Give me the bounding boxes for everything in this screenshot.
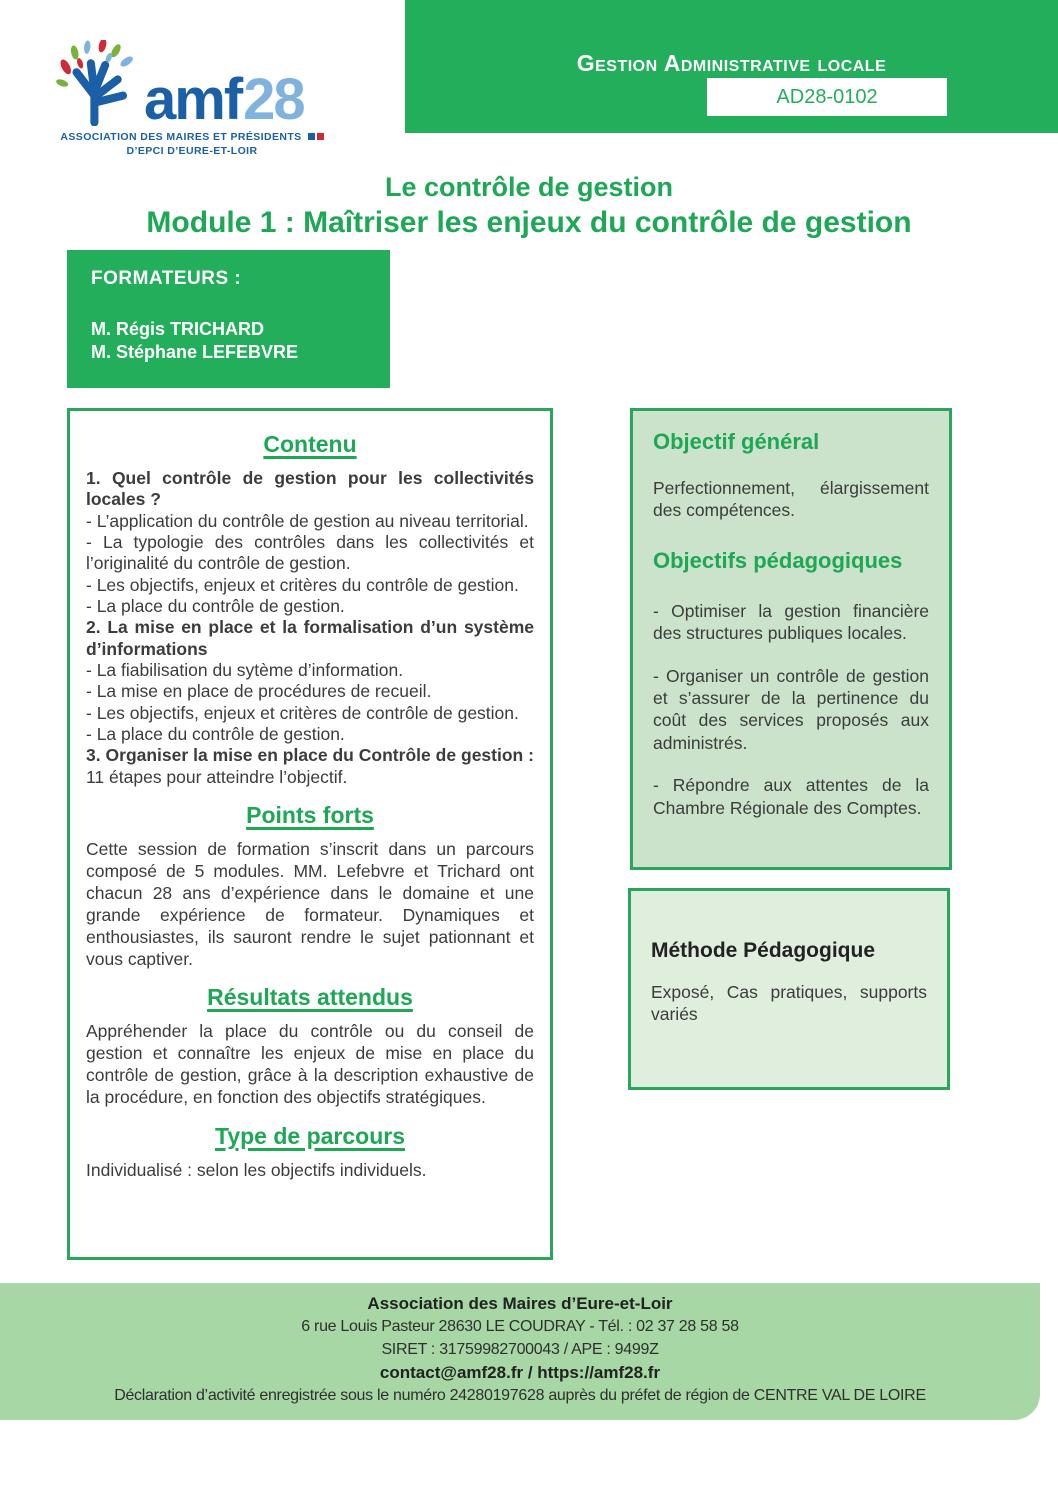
- hand-tree-icon: [52, 40, 144, 126]
- methode-body: Exposé, Cas pratiques, supports variés: [651, 982, 927, 1025]
- type-parcours-heading: Type de parcours: [214, 1122, 406, 1149]
- contenu-heading: Contenu: [263, 431, 357, 457]
- formateurs-box: [67, 250, 390, 388]
- logo-caption: [52, 130, 332, 158]
- contenu-line: - La place du contrôle de gestion.: [86, 596, 345, 617]
- footer-siret: SIRET : 31759982700043 / APE : 9499Z: [381, 1341, 659, 1358]
- logo-amf: amf: [144, 66, 242, 132]
- contenu-line: - L’application du contrôle de gestion au niveau territorial.: [86, 510, 529, 531]
- contenu-box: [67, 408, 553, 1260]
- objectif-general-body: Perfectionnement, élargissement des compétences.: [653, 478, 929, 521]
- contenu-line: 3. Organiser la mise en place du Contrôle de gestion : 11 étapes pour atteindre l’objectif.: [86, 745, 534, 787]
- objectifs-box: [630, 408, 952, 870]
- contenu-line: 1. Quel contrôle de gestion pour les collectivités locales ?: [86, 468, 534, 510]
- logo-caption-line1: ASSOCIATION DES MAIRES ET PRÉSIDENTS: [60, 131, 302, 143]
- type-parcours-body: Individualisé : selon les objectifs individuels.: [86, 1159, 427, 1180]
- resultats-heading: Résultats attendus: [207, 984, 413, 1011]
- objectif-item: - Organiser un contrôle de gestion et s’assurer de la pertinence du coût des services proposés aux administrés.: [653, 665, 929, 753]
- title-line2: Module 1 : Maîtriser les enjeux du contrôle de gestion: [146, 206, 912, 239]
- contenu-line: 2. La mise en place et la formalisation d’un système d’informations: [86, 617, 534, 659]
- objectif-item: - Répondre aux attentes de la Chambre Régionale des Comptes.: [653, 775, 929, 818]
- logo-28: 28: [243, 66, 304, 132]
- contenu-body: [86, 468, 534, 788]
- category-title: Gestion Administrative locale: [576, 50, 887, 76]
- formateur-name: M. Stéphane LEFEBVRE: [91, 342, 299, 363]
- methode-box: [628, 888, 950, 1090]
- formateur-name: M. Régis TRICHARD: [91, 319, 265, 339]
- contenu-line: - Les objectifs, enjeux et critères de contrôle de gestion.: [86, 702, 519, 723]
- objectifs-pedagogiques-heading: Objectifs pédagogiques: [653, 547, 903, 573]
- objectif-item: - Optimiser la gestion financière des structures publiques locales.: [653, 600, 929, 644]
- amf28-logo: [52, 40, 332, 158]
- reference-code: AD28-0102: [776, 85, 878, 108]
- footer-contact: contact@amf28.fr / https://amf28.fr: [379, 1363, 661, 1382]
- footer: [0, 1283, 1040, 1420]
- french-flag-icon: [306, 130, 324, 144]
- logo-caption-line2: D’EPCI D’EURE-ET-LOIR: [126, 145, 258, 158]
- contenu-line: - La place du contrôle de gestion.: [86, 724, 345, 745]
- contenu-line: - Les objectifs, enjeux et critères du contrôle de gestion.: [86, 574, 519, 595]
- methode-heading: Méthode Pédagogique: [651, 939, 876, 962]
- logo-wordmark: [144, 66, 304, 132]
- points-forts-heading: Points forts: [246, 802, 374, 829]
- title-line1: Le contrôle de gestion: [384, 172, 674, 202]
- reference-code-box: [707, 78, 947, 116]
- contenu-line: - La fiabilisation du sytème d’information.: [86, 660, 404, 681]
- footer-declaration: Déclaration d’activité enregistrée sous le numéro 24280197628 auprès du préfet de région de CENTRE VAL DE LOIRE: [114, 1387, 926, 1404]
- contenu-line: - La mise en place de procédures de recueil.: [86, 681, 432, 702]
- resultats-body: Appréhender la place du contrôle ou du conseil de gestion et connaître les enjeux de mise en place du contrôle de gestion, grâce à la description exhaustive de la procédure, en fonction des objectifs stratégiques.: [86, 1021, 534, 1108]
- objectif-general-heading: Objectif général: [653, 429, 820, 454]
- footer-address: 6 rue Louis Pasteur 28630 LE COUDRAY - Tél. : 02 37 28 58 58: [301, 1318, 739, 1335]
- formateurs-heading: FORMATEURS :: [91, 268, 242, 289]
- points-forts-body: Cette session de formation s’inscrit dans un parcours composé de 5 modules. MM. Lefebvre et Trichard ont chacun 28 ans d’expérience dans le domaine et une grande expérience de formateur. Dynamiques et enthousiastes, ils sauront rendre le sujet pationnant et vous captiver.: [86, 839, 534, 969]
- page-title: [0, 172, 1058, 240]
- footer-association-name: Association des Maires d’Eure-et-Loir: [367, 1294, 673, 1313]
- contenu-line: - La typologie des contrôles dans les collectivités et l’originalité du contrôle de gestion.: [86, 532, 534, 574]
- category-banner: [405, 0, 1058, 133]
